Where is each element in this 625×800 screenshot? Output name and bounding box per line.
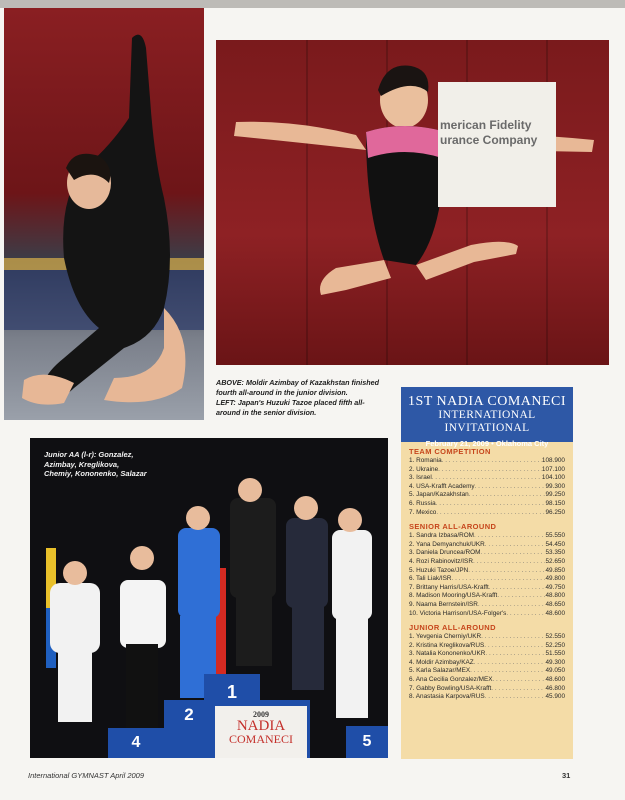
dot-leader	[473, 558, 546, 567]
result-row	[409, 509, 565, 518]
results-section	[409, 522, 565, 618]
result-score: 49.300	[545, 658, 565, 666]
sponsor-banner	[438, 82, 556, 207]
result-row	[409, 466, 565, 475]
results-title: 1ST NADIA COMANECI	[407, 394, 567, 409]
podium-number: 1	[226, 682, 237, 702]
result-row	[409, 667, 565, 676]
result-row	[409, 676, 565, 685]
result-row	[409, 601, 565, 610]
result-row	[409, 532, 565, 541]
dot-leader	[468, 567, 545, 576]
result-score: 51.550	[545, 650, 565, 658]
results-section-heading: SENIOR ALL-AROUND	[409, 522, 497, 532]
page-number: 31	[562, 771, 571, 780]
caption-above-line: ABOVE: Moldir Azimbay of Kazakhstan finished	[216, 378, 380, 387]
podium-step-4	[108, 728, 164, 758]
result-name: 4. USA-Krafft Academy	[409, 482, 475, 490]
result-name: 5. Japan/Kazakhstan	[409, 491, 469, 499]
result-score: 46.800	[545, 684, 565, 692]
result-row	[409, 483, 565, 492]
results-section	[409, 447, 565, 517]
podium-number: 5	[362, 733, 372, 750]
result-row	[409, 567, 565, 576]
sponsor-banner-line: urance Company	[440, 133, 538, 147]
result-name: 4. Rozi Rabinovitz/ISR	[409, 557, 473, 565]
result-score: 48.650	[545, 600, 565, 608]
result-name: 8. Anastasia Karpova/RUS	[409, 693, 485, 701]
result-score: 108.900	[541, 457, 565, 464]
caption-left-line: LEFT: Japan's Huzuki Tazoe placed fifth all-	[216, 398, 365, 407]
photo-floor-gymnast	[4, 8, 204, 420]
result-name: 7. Mexico	[409, 508, 437, 516]
result-name: 8. Madison Mooring/USA-Krafft	[409, 592, 498, 600]
result-score: 49.050	[545, 667, 565, 675]
results-sections	[401, 447, 573, 702]
magazine-footer: International GYMNAST April 2009	[28, 771, 145, 780]
dot-leader	[484, 642, 545, 651]
results-section-heading: TEAM COMPETITION	[409, 447, 491, 456]
results-date: February 21, 2009 • Oklahoma City	[425, 439, 549, 448]
dot-leader	[485, 541, 546, 550]
result-name: 2. Ukraine	[409, 465, 439, 473]
result-score: 104.100	[541, 474, 565, 482]
result-name: 3. Natalia Kononenko/UKR	[409, 650, 486, 658]
podium-step-2	[164, 700, 214, 758]
dot-leader	[497, 592, 545, 601]
result-row	[409, 592, 565, 601]
result-name: 1. Sandra Izbasa/ROM	[409, 532, 475, 540]
dot-leader	[489, 584, 546, 593]
dot-leader	[442, 457, 542, 466]
dot-leader	[432, 474, 542, 483]
podium-caption-line: Chemiy, Kononenko, Salazar	[44, 469, 147, 478]
result-row	[409, 685, 565, 694]
result-row	[409, 610, 565, 619]
dot-leader	[475, 483, 546, 492]
results-header	[401, 387, 573, 448]
result-score: 49.850	[545, 566, 565, 574]
dot-leader	[491, 685, 545, 694]
result-name: 6. Ana Cecilia Gonzalez/MEX	[409, 676, 493, 684]
result-name: 6. Russia	[409, 499, 436, 507]
dot-leader	[485, 693, 546, 702]
photo-leaping-gymnast	[216, 40, 609, 365]
result-name: 9. Naama Bernstein/ISR	[409, 600, 478, 608]
result-score: 49.750	[545, 583, 565, 591]
result-row	[409, 558, 565, 567]
result-score: 98.150	[545, 499, 565, 507]
result-score: 99.300	[545, 482, 565, 490]
dot-leader	[438, 466, 542, 475]
dot-leader	[452, 575, 546, 584]
result-score: 45.900	[545, 693, 565, 701]
results-subtitle: INTERNATIONAL INVITATIONAL	[438, 409, 536, 434]
result-score: 54.450	[545, 540, 565, 548]
page-top-edge	[0, 0, 625, 8]
result-name: 1. Romania	[409, 457, 442, 464]
result-name: 1. Yevgenia Cherniy/UKR	[409, 633, 482, 641]
result-name: 7. Brittany Harris/USA-Krafft	[409, 583, 489, 591]
result-score: 52.250	[545, 641, 565, 649]
result-row	[409, 500, 565, 509]
dot-leader	[478, 601, 546, 610]
result-row	[409, 642, 565, 651]
result-score: 48.600	[545, 609, 565, 617]
result-row	[409, 457, 565, 466]
dot-leader	[492, 676, 545, 685]
results-sidebar	[401, 387, 573, 759]
result-row	[409, 633, 565, 642]
dot-leader	[436, 509, 545, 518]
result-score: 49.800	[545, 575, 565, 583]
podium-caption-line: Junior AA (l-r): Gonzalez,	[44, 450, 134, 459]
result-row	[409, 659, 565, 668]
result-score: 96.250	[545, 508, 565, 516]
result-row	[409, 650, 565, 659]
dot-leader	[481, 633, 545, 642]
result-name: 5. Karla Salazar/MEX	[409, 667, 471, 675]
dot-leader	[480, 549, 545, 558]
event-sign-year: 2009	[253, 710, 269, 719]
result-row	[409, 491, 565, 500]
result-row	[409, 474, 565, 483]
result-name: 4. Moldir Azimbay/KAZ	[409, 658, 474, 666]
result-score: 52.550	[545, 633, 565, 641]
caption-above-line: fourth all-around in the junior division.	[216, 388, 348, 397]
photo-junior-podium	[30, 438, 388, 758]
dot-leader	[436, 500, 546, 509]
event-sign-name: COMANECI	[228, 732, 293, 746]
dot-leader	[506, 610, 545, 619]
results-section	[409, 623, 565, 702]
podium-caption-line: Azimbay, Kreglikova,	[44, 459, 120, 469]
dot-leader	[470, 667, 545, 676]
dot-leader	[474, 532, 545, 541]
podium-number: 2	[184, 705, 194, 724]
result-name: 2. Kristina Kreglikova/RUS	[409, 641, 485, 649]
result-name: 10. Victoria Harrison/USA-Folger's	[409, 609, 507, 617]
podium-photo-caption	[44, 450, 154, 479]
result-name: 7. Gabby Bowling/USA-Krafft	[409, 684, 492, 692]
result-name: 3. Israel	[409, 474, 432, 482]
podium-step-5	[346, 726, 388, 758]
result-score: 48.800	[545, 592, 565, 600]
dot-leader	[474, 659, 546, 668]
result-row	[409, 693, 565, 702]
result-score: 107.100	[541, 465, 565, 473]
result-row	[409, 575, 565, 584]
result-row	[409, 541, 565, 550]
podium-number: 4	[131, 734, 141, 751]
sponsor-banner-line: merican Fidelity	[440, 118, 532, 132]
result-row	[409, 584, 565, 593]
dot-leader	[469, 491, 546, 500]
caption-left-line: around in the senior division.	[216, 408, 317, 417]
result-row	[409, 549, 565, 558]
result-score: 99.250	[545, 491, 565, 499]
result-score: 52.650	[545, 557, 565, 565]
result-score: 48.600	[545, 676, 565, 684]
floor-gymnast-figure	[4, 8, 204, 420]
result-name: 3. Daniela Druncea/ROM	[409, 549, 481, 557]
result-score: 55.550	[545, 532, 565, 540]
event-sign-name: NADIA	[236, 718, 286, 734]
result-name: 6. Tali Liak/ISR	[409, 575, 452, 583]
result-name: 2. Yana Demyanchuk/UKR	[409, 540, 485, 548]
event-sign	[215, 706, 307, 758]
results-section-heading: JUNIOR ALL-AROUND	[409, 623, 496, 633]
result-score: 53.350	[545, 549, 565, 557]
dot-leader	[485, 650, 545, 659]
photo-captions	[216, 378, 388, 418]
result-name: 5. Huzuki Tazoe/JPN	[409, 566, 469, 574]
